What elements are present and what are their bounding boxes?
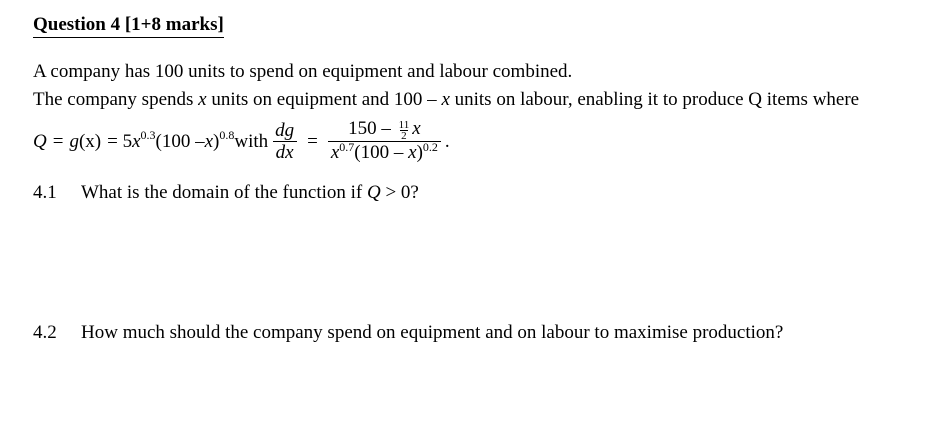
equals-sign: =	[52, 131, 64, 152]
variable-q: Q	[366, 182, 381, 203]
sub-question-number: 4.1	[33, 182, 57, 203]
equation-period: .	[444, 131, 450, 152]
intro-line-2-text-a: The company spends	[33, 89, 199, 110]
function-argument: (x)	[78, 131, 102, 152]
sub-question-text-a: What is the domain of the function if	[81, 182, 367, 203]
production-function-equation	[33, 117, 450, 167]
variable-x: x	[204, 131, 214, 152]
function-g: g	[69, 131, 79, 152]
sub-question-text: How much should the company spend on equipment and on labour to maximise production?	[81, 322, 784, 343]
paren-open: (100 –	[354, 141, 409, 163]
variable-x: x	[412, 118, 421, 140]
paren-close: )	[416, 141, 423, 163]
sub-question-number: 4.2	[33, 322, 57, 343]
variable-x: x	[132, 131, 141, 152]
variable-x: x	[330, 141, 340, 163]
variable-x: x	[441, 89, 450, 110]
derivative-fraction	[272, 121, 297, 164]
paren-open: (100 –	[155, 131, 205, 152]
exponent: 0.2	[422, 139, 438, 154]
sub-question-text-b: > 0?	[380, 182, 419, 203]
question-heading: Question 4 [1+8 marks]	[33, 14, 224, 38]
with-text: with	[234, 131, 269, 152]
fraction-numerator: 11	[398, 118, 410, 131]
exponent: 0.7	[339, 139, 355, 154]
sub-question-4-1	[33, 182, 419, 204]
derivative-denominator: dx	[275, 141, 294, 163]
eleven-halves-fraction	[398, 120, 411, 141]
intro-line-2-text-c: units on labour, enabling it to produce Q items where	[449, 89, 860, 110]
derivative-numerator: dg	[275, 119, 295, 141]
sub-question-4-2	[33, 322, 783, 344]
fraction-denominator: 2	[401, 129, 407, 142]
expression-denominator	[328, 141, 441, 165]
intro-line-2-text-b: units on equipment and 100 –	[206, 89, 442, 110]
variable-x: x	[198, 89, 207, 110]
intro-line-1: A company has 100 units to spend on equipment and labour combined.	[33, 61, 573, 82]
numerator-constant: 150 –	[348, 118, 396, 140]
intro-line-2	[33, 89, 859, 111]
equals-sign: =	[307, 131, 318, 152]
variable-q: Q	[33, 131, 47, 152]
paren-close: )	[213, 131, 220, 152]
exponent: 0.8	[219, 127, 235, 142]
variable-x: x	[408, 141, 417, 163]
exponent: 0.3	[140, 127, 156, 142]
derivative-expression-fraction	[328, 119, 441, 164]
equals-five: = 5	[107, 131, 133, 152]
expression-numerator	[345, 119, 424, 140]
